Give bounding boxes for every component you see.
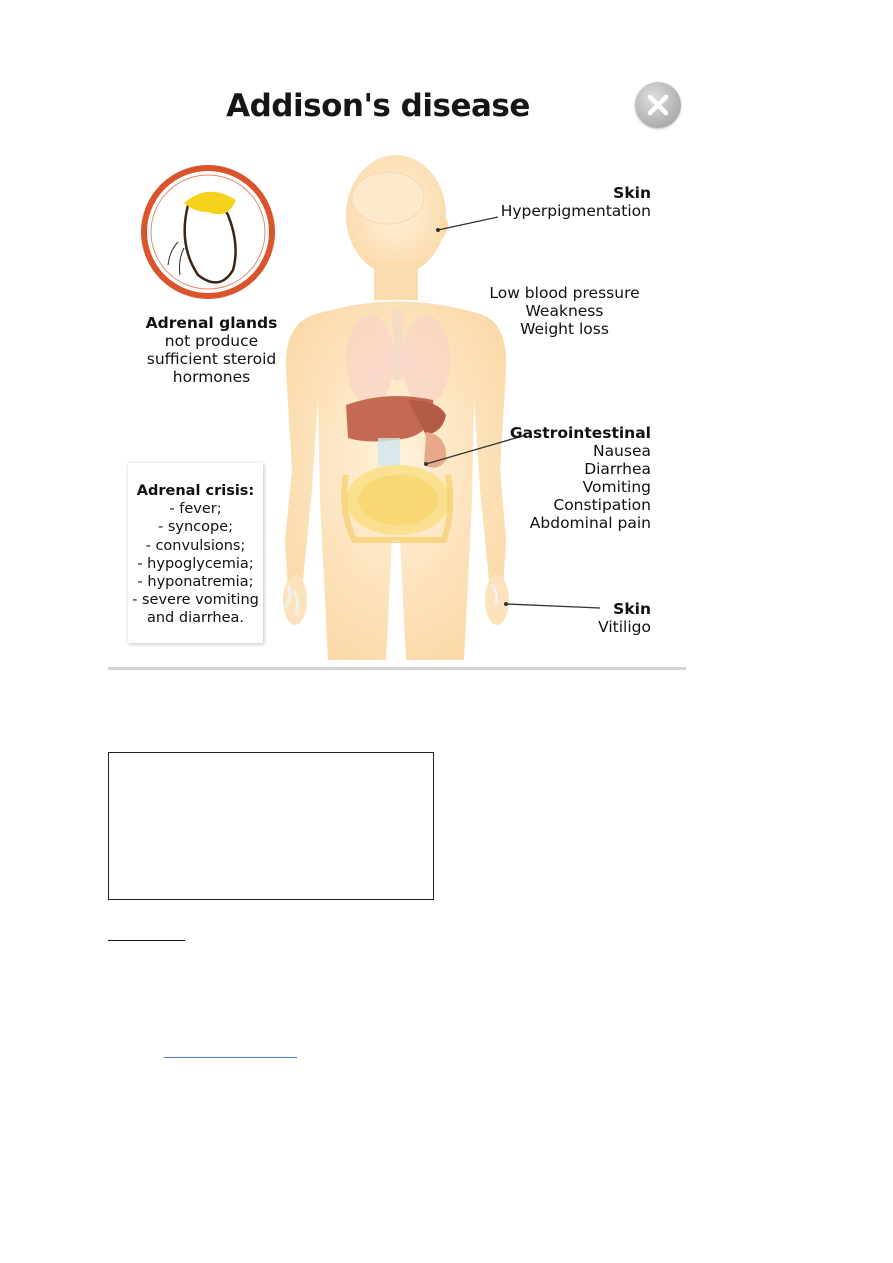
infographic-title: Addison's disease — [226, 88, 530, 124]
gastro-item: Vomiting — [582, 478, 651, 496]
crisis-item: - hyponatremia; — [137, 574, 254, 591]
skin-heading: Skin — [613, 184, 651, 202]
general-symptoms-label — [478, 284, 651, 338]
crisis-heading: Adrenal crisis: — [136, 483, 255, 499]
skin-heading: Skin — [613, 600, 651, 618]
adrenal-glands-label — [134, 314, 289, 386]
skin-text: Vitiligo — [598, 618, 651, 636]
gastro-item: Constipation — [553, 496, 651, 514]
crisis-item: and diarrhea. — [146, 610, 245, 627]
empty-text-box — [108, 752, 434, 900]
hyperlink-underline[interactable] — [164, 1057, 297, 1058]
adrenal-line: not produce — [164, 332, 259, 350]
crisis-item: - hypoglycemia; — [137, 555, 254, 572]
adrenal-line: sufficient steroid — [146, 350, 277, 368]
gastro-item: Diarrhea — [584, 460, 651, 478]
gastro-heading: Gastrointestinal — [509, 424, 651, 442]
addisons-infographic — [108, 70, 686, 674]
skin-text: Hyperpigmentation — [500, 202, 651, 220]
crisis-item: - fever; — [169, 501, 222, 518]
skin-vitiligo-label — [528, 600, 651, 636]
skin-hyperpigmentation-label — [488, 184, 651, 220]
symptom-item: Low blood pressure — [489, 284, 640, 302]
crisis-item: - syncope; — [157, 519, 234, 536]
adrenal-heading: Adrenal glands — [145, 314, 278, 332]
adrenal-line: hormones — [172, 368, 251, 386]
adrenal-crisis-list — [128, 482, 263, 628]
gastro-item: Nausea — [592, 442, 651, 460]
image-divider — [108, 667, 686, 670]
symptom-item: Weakness — [525, 302, 604, 320]
gastrointestinal-label — [488, 424, 651, 532]
close-button[interactable] — [635, 82, 681, 128]
underlined-heading-rule — [108, 940, 185, 941]
close-icon — [635, 82, 681, 128]
symptom-item: Weight loss — [520, 320, 609, 338]
gastro-item: Abdominal pain — [529, 514, 651, 532]
crisis-item: - convulsions; — [145, 537, 246, 554]
crisis-item: - severe vomiting — [132, 592, 259, 609]
